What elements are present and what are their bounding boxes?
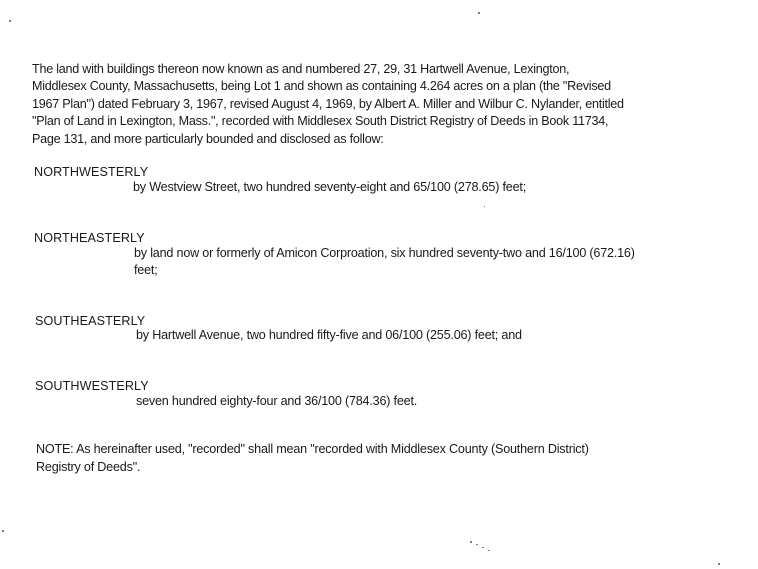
bound-line: seven hundred eighty-four and 36/100 (784.36) feet. xyxy=(136,394,418,408)
note-line: Registry of Deeds". xyxy=(36,459,141,474)
bound-description-southwesterly xyxy=(136,393,417,410)
intro-line: Middlesex County, Massachusetts, being Lot 1 and shown as containing 4.264 acres on a plan (the "Revised xyxy=(32,79,611,94)
scan-speck xyxy=(478,12,480,14)
scan-speck xyxy=(470,541,472,543)
bound-line: by Westview Street, two hundred seventy-eight and 65/100 (278.65) feet; xyxy=(133,180,527,194)
scan-speck xyxy=(2,530,4,532)
bound-heading-northwesterly: NORTHWESTERLY xyxy=(34,165,149,179)
bound-heading-northeasterly: NORTHEASTERLY xyxy=(34,231,145,245)
intro-paragraph xyxy=(32,61,732,148)
scan-speck xyxy=(482,547,484,548)
scan-speck xyxy=(488,550,490,551)
intro-line: The land with buildings thereon now known as and numbered 27, 29, 31 Hartwell Avenue, Lexington, xyxy=(32,62,570,76)
scan-speck xyxy=(718,563,720,565)
note-line: NOTE: As hereinafter used, "recorded" shall mean "recorded with Middlesex County (Southern District) xyxy=(36,442,589,456)
intro-line: 1967 Plan") dated February 3, 1967, revised August 4, 1969, by Albert A. Miller and Wilbur C. Nylander, entitled xyxy=(32,96,624,111)
bound-description-northwesterly xyxy=(133,179,526,196)
bound-line: feet; xyxy=(134,263,158,277)
bound-heading-southwesterly: SOUTHWESTERLY xyxy=(35,379,149,393)
bound-description-southeasterly xyxy=(136,327,522,344)
bound-description-northeasterly xyxy=(134,245,635,279)
intro-line: Page 131, and more particularly bounded and disclosed as follow: xyxy=(32,131,384,146)
intro-line: "Plan of Land in Lexington, Mass.", recorded with Middlesex South District Registry of Deeds in Book 11734, xyxy=(32,114,609,129)
bound-line: by Hartwell Avenue, two hundred fifty-five and 06/100 (255.06) feet; and xyxy=(136,328,522,342)
note-paragraph xyxy=(36,441,589,476)
scan-speck xyxy=(476,544,478,545)
scan-speck xyxy=(484,206,485,207)
scan-speck xyxy=(9,20,11,22)
bound-heading-southeasterly: SOUTHEASTERLY xyxy=(35,314,146,328)
bound-line: by land now or formerly of Amicon Corproation, six hundred seventy-two and 16/100 (672.16) xyxy=(134,246,635,260)
